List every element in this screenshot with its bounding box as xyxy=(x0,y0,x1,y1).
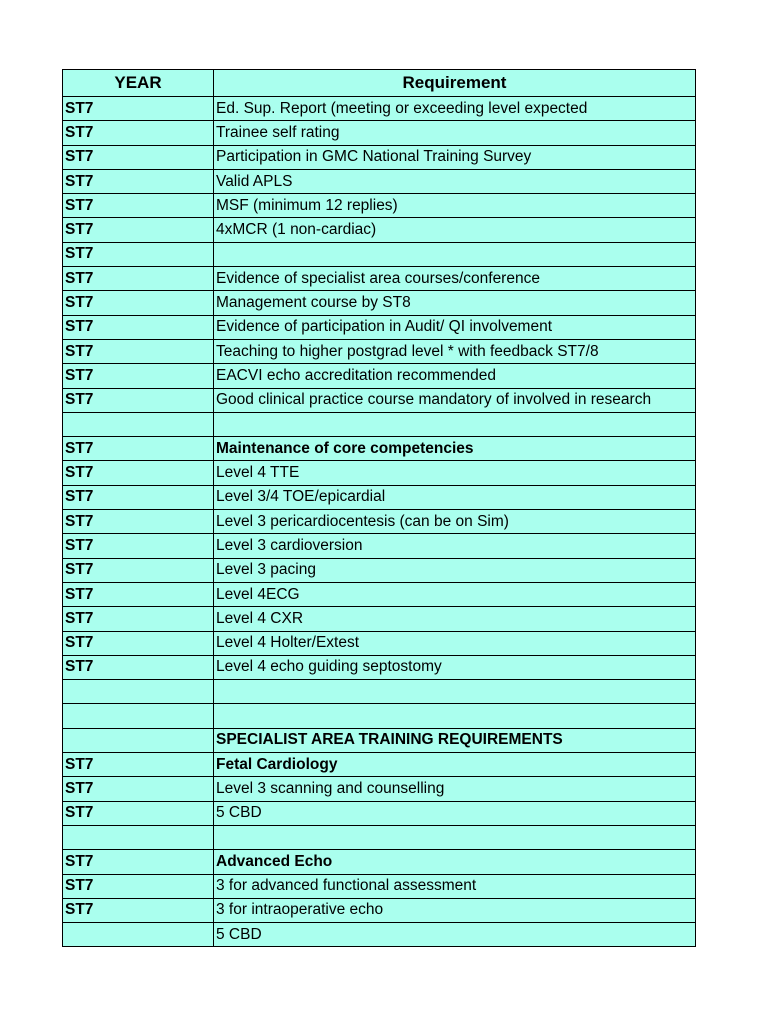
year-cell xyxy=(63,412,214,436)
table-row xyxy=(63,412,696,436)
year-cell: ST7 xyxy=(63,801,214,825)
section-heading-cell: Fetal Cardiology xyxy=(214,753,696,777)
year-cell: ST7 xyxy=(63,169,214,193)
table-row xyxy=(63,437,696,461)
requirement-cell: Valid APLS xyxy=(214,169,696,193)
requirement-cell: Level 3 scanning and counselling xyxy=(214,777,696,801)
header-row xyxy=(63,70,696,97)
year-cell: ST7 xyxy=(63,461,214,485)
requirement-cell: Level 4 TTE xyxy=(214,461,696,485)
year-cell: ST7 xyxy=(63,898,214,922)
year-cell: ST7 xyxy=(63,388,214,412)
requirement-cell: Evidence of participation in Audit/ QI involvement xyxy=(214,315,696,339)
year-cell: ST7 xyxy=(63,777,214,801)
requirement-cell: Trainee self rating xyxy=(214,121,696,145)
year-cell: ST7 xyxy=(63,291,214,315)
year-cell: ST7 xyxy=(63,242,214,266)
requirement-cell: Level 3 pericardiocentesis (can be on Sim) xyxy=(214,510,696,534)
requirement-cell: 5 CBD xyxy=(214,801,696,825)
table-row xyxy=(63,145,696,169)
table-row xyxy=(63,194,696,218)
requirement-cell: 5 CBD xyxy=(214,923,696,947)
table-row xyxy=(63,777,696,801)
year-cell: ST7 xyxy=(63,145,214,169)
year-cell xyxy=(63,704,214,728)
table-row xyxy=(63,607,696,631)
table-row xyxy=(63,485,696,509)
year-cell xyxy=(63,728,214,752)
year-cell: ST7 xyxy=(63,631,214,655)
requirement-cell: Level 4 CXR xyxy=(214,607,696,631)
requirement-cell: Level 4 echo guiding septostomy xyxy=(214,655,696,679)
year-cell xyxy=(63,680,214,704)
year-cell: ST7 xyxy=(63,582,214,606)
requirement-cell: Level 3 pacing xyxy=(214,558,696,582)
table-row xyxy=(63,582,696,606)
year-cell: ST7 xyxy=(63,607,214,631)
table-row xyxy=(63,850,696,874)
requirement-cell: Level 4 Holter/Extest xyxy=(214,631,696,655)
table-row xyxy=(63,267,696,291)
table-row xyxy=(63,874,696,898)
requirement-cell: 3 for intraoperative echo xyxy=(214,898,696,922)
year-cell: ST7 xyxy=(63,267,214,291)
table-row xyxy=(63,291,696,315)
requirement-cell xyxy=(214,680,696,704)
table-row xyxy=(63,558,696,582)
year-cell: ST7 xyxy=(63,534,214,558)
table-row xyxy=(63,510,696,534)
table-row xyxy=(63,825,696,849)
table-row xyxy=(63,97,696,121)
year-cell: ST7 xyxy=(63,874,214,898)
year-cell: ST7 xyxy=(63,510,214,534)
requirement-cell xyxy=(214,412,696,436)
requirement-cell: Level 3 cardioversion xyxy=(214,534,696,558)
table-row xyxy=(63,388,696,412)
year-cell: ST7 xyxy=(63,97,214,121)
year-cell: ST7 xyxy=(63,558,214,582)
year-cell: ST7 xyxy=(63,315,214,339)
section-heading-cell: Advanced Echo xyxy=(214,850,696,874)
year-cell: ST7 xyxy=(63,485,214,509)
table-row xyxy=(63,801,696,825)
requirement-cell: Good clinical practice course mandatory of involved in research xyxy=(214,388,696,412)
table-row xyxy=(63,631,696,655)
table-row xyxy=(63,121,696,145)
year-cell: ST7 xyxy=(63,655,214,679)
year-cell: ST7 xyxy=(63,850,214,874)
table-row xyxy=(63,898,696,922)
year-cell xyxy=(63,825,214,849)
year-cell: ST7 xyxy=(63,339,214,363)
year-cell: ST7 xyxy=(63,194,214,218)
table-row xyxy=(63,655,696,679)
requirement-cell: Teaching to higher postgrad level * with feedback ST7/8 xyxy=(214,339,696,363)
year-cell: ST7 xyxy=(63,437,214,461)
table-row xyxy=(63,534,696,558)
requirement-column-header: Requirement xyxy=(214,70,696,97)
requirement-cell: Participation in GMC National Training Survey xyxy=(214,145,696,169)
year-column-header: YEAR xyxy=(63,70,214,97)
requirement-cell: Level 4ECG xyxy=(214,582,696,606)
requirement-cell xyxy=(214,704,696,728)
requirement-cell: Management course by ST8 xyxy=(214,291,696,315)
table-row xyxy=(63,169,696,193)
table-row xyxy=(63,364,696,388)
requirement-cell xyxy=(214,242,696,266)
year-cell xyxy=(63,923,214,947)
table-row xyxy=(63,315,696,339)
requirement-cell: Evidence of specialist area courses/conference xyxy=(214,267,696,291)
requirement-cell: Ed. Sup. Report (meeting or exceeding level expected xyxy=(214,97,696,121)
requirement-cell xyxy=(214,825,696,849)
table-row xyxy=(63,704,696,728)
section-heading-cell: Maintenance of core competencies xyxy=(214,437,696,461)
table-body xyxy=(63,97,696,947)
year-cell: ST7 xyxy=(63,753,214,777)
table-row xyxy=(63,242,696,266)
table-row xyxy=(63,680,696,704)
table-row xyxy=(63,923,696,947)
requirement-cell: EACVI echo accreditation recommended xyxy=(214,364,696,388)
table-row xyxy=(63,461,696,485)
requirements-table xyxy=(62,69,696,947)
table-row xyxy=(63,339,696,363)
table-row xyxy=(63,728,696,752)
year-cell: ST7 xyxy=(63,218,214,242)
year-cell: ST7 xyxy=(63,364,214,388)
requirement-cell: Level 3/4 TOE/epicardial xyxy=(214,485,696,509)
table-row xyxy=(63,218,696,242)
table-row xyxy=(63,753,696,777)
section-heading-cell: SPECIALIST AREA TRAINING REQUIREMENTS xyxy=(214,728,696,752)
requirement-cell: 4xMCR (1 non-cardiac) xyxy=(214,218,696,242)
year-cell: ST7 xyxy=(63,121,214,145)
requirement-cell: 3 for advanced functional assessment xyxy=(214,874,696,898)
requirement-cell: MSF (minimum 12 replies) xyxy=(214,194,696,218)
table-header xyxy=(63,70,696,97)
